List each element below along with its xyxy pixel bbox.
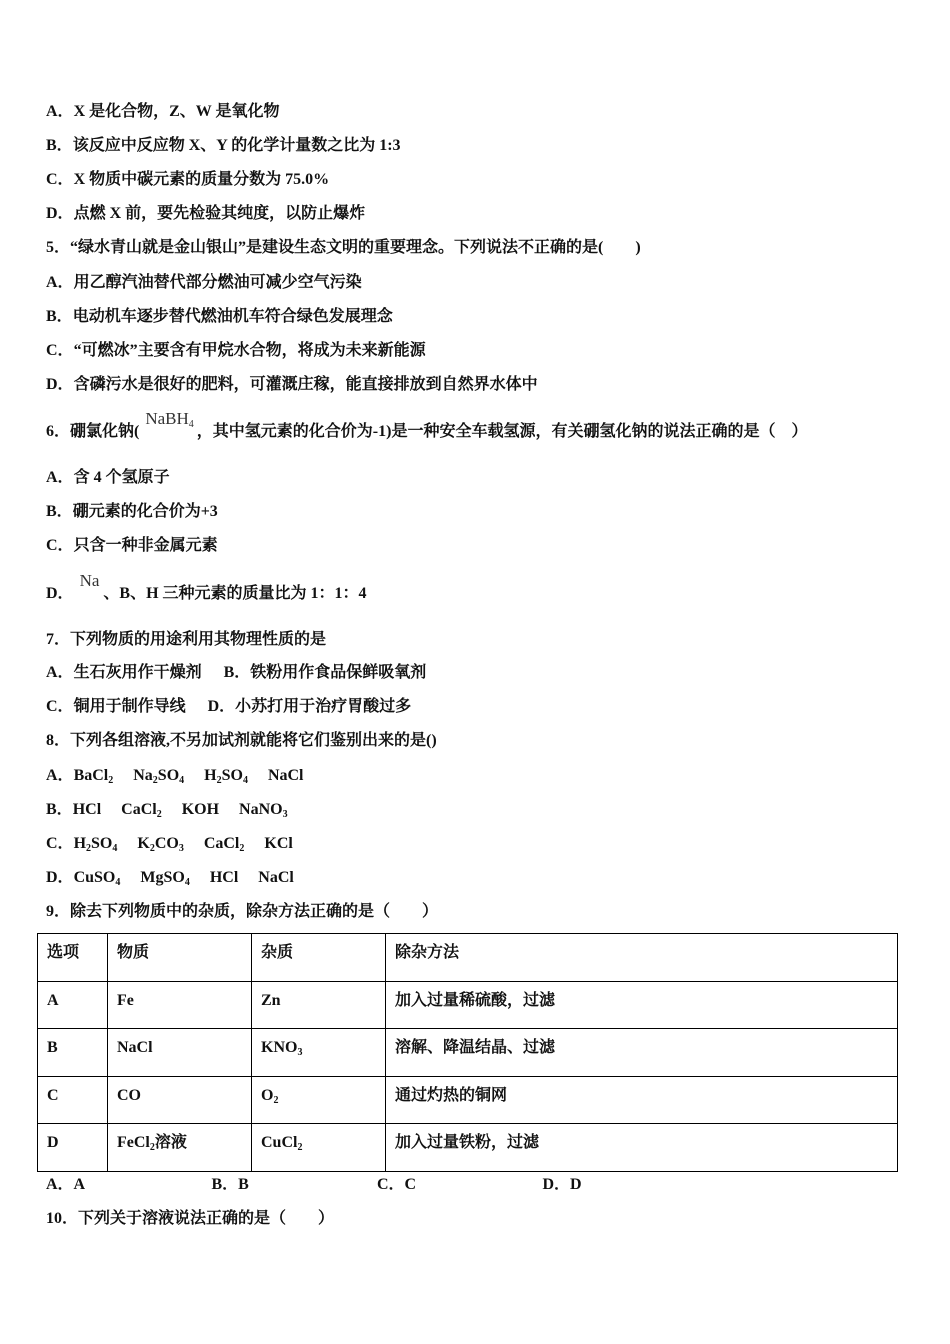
q6-stem: [46, 409, 808, 442]
formula-item: [204, 765, 248, 787]
q4-option-c: [46, 169, 329, 191]
option-label: A．: [46, 469, 74, 486]
option-label: C．: [46, 537, 74, 554]
header-method: 除杂方法: [386, 934, 898, 982]
formula-subscript: 2: [156, 809, 162, 820]
option-label: D．: [46, 585, 74, 602]
cell-method: 通过灼热的铜网: [386, 1076, 898, 1124]
option-text: 电动机车逐步替代燃油机车符合绿色发展理念: [72, 308, 393, 325]
formula-text: MgSO: [140, 869, 185, 886]
formula-item: [133, 765, 184, 787]
q9-choice-b: B．B: [211, 1176, 249, 1193]
cell-substance: [108, 981, 252, 1029]
option-text: “可燃冰”主要含有甲烷水合物，将成为未来新能源: [73, 342, 426, 359]
q4-option-a: [46, 101, 280, 123]
q5-option-c: [46, 340, 426, 362]
question-stem: 8．下列各组溶液,不另加试剂就能将它们鉴别出来的是(): [46, 732, 437, 749]
formula-subscript: 4: [112, 843, 118, 854]
option-text: 该反应中反应物 X、Y 的化学计量数之比为 1:3: [72, 137, 401, 154]
option-text: 铜用于制作导线: [73, 698, 186, 715]
formula-text: CuCl: [261, 1134, 298, 1152]
option-label: D．: [207, 698, 236, 715]
formula-text: NaCl: [258, 869, 294, 886]
cell-impurity: [252, 1029, 386, 1077]
formula-text: KNO: [261, 1039, 298, 1057]
option-text: 用乙醇汽油替代部分燃油可减少空气污染: [73, 274, 362, 291]
formula-text: Na: [133, 767, 153, 784]
table-row: [38, 1029, 898, 1077]
question-stem: 5．“绿水青山就是金山银山”是建设生态文明的重要理念。下列说法不正确的是( ): [46, 239, 641, 256]
q5-option-b: [46, 306, 393, 328]
formula-item: [117, 1087, 141, 1104]
option-label: B．: [46, 137, 73, 154]
formula-text: H: [73, 835, 87, 852]
formula-text: O: [261, 1086, 274, 1104]
q7-options-cd: [46, 696, 411, 718]
formula-text: CaCl: [203, 835, 240, 852]
formula-text: FeCl: [117, 1134, 150, 1152]
formula-text: SO: [221, 767, 243, 784]
cell-substance: [108, 1076, 252, 1124]
formula-item: [210, 867, 238, 889]
q8-option-c: [46, 833, 313, 855]
header-substance: 物质: [108, 934, 252, 982]
header-option: 选项: [38, 934, 108, 982]
formula-item: [117, 992, 134, 1009]
formula-text: NaCl: [267, 767, 304, 784]
formula-item: [204, 833, 245, 855]
q7-option-b: [224, 662, 427, 684]
formula-item: [182, 799, 219, 821]
formula-subscript: 2: [239, 843, 245, 854]
cell-option: C: [38, 1076, 108, 1124]
formula-subscript: 3: [282, 809, 288, 820]
q6-option-b: [46, 501, 218, 523]
question-stem: 9．除去下列物质中的杂质，除杂方法正确的是（ ）: [46, 903, 439, 920]
formula-subscript: 2: [273, 1094, 279, 1106]
formula-subscript: 4: [184, 877, 190, 888]
formula-item: [140, 867, 189, 889]
option-text: 、B、H 三种元素的质量比为 1：1：4: [103, 585, 367, 602]
formula-item: [258, 867, 294, 889]
formula-subscript: 2: [86, 843, 92, 854]
option-text: 铁粉用作食品保鲜吸氧剂: [250, 664, 427, 681]
q9-table: [37, 933, 898, 1172]
q7-options-ab: [46, 662, 426, 684]
formula-text: CO: [154, 835, 179, 852]
option-label: D．: [46, 205, 74, 222]
formula-item: [264, 833, 292, 855]
formula-item: [121, 799, 162, 821]
q9-stem: [46, 901, 438, 923]
question-stem-after: ，其中氢元素的化合价为-1)是一种安全车载氢源，有关硼氢化钠的说法正确的是（ ）: [196, 423, 808, 440]
formula-subscript: 4: [115, 877, 121, 888]
formula-nabh4: [145, 408, 193, 430]
cell-option: B: [38, 1029, 108, 1077]
option-label: B．: [223, 664, 251, 681]
formula-subscript: 2: [152, 775, 158, 786]
q9-choice-c: C．C: [377, 1176, 417, 1193]
formula-item: [261, 1087, 278, 1104]
cell-method: 加入过量稀硫酸，过滤: [386, 981, 898, 1029]
formula-subscript: 4: [188, 419, 194, 430]
formula-subscript: 3: [297, 1047, 303, 1059]
q7-option-d: [208, 696, 412, 718]
option-text: 点燃 X 前，要先检验其纯度，以防止爆炸: [73, 205, 366, 222]
cell-impurity: [252, 1124, 386, 1172]
formula-text: BaCl: [73, 767, 109, 784]
q5-option-d: [46, 374, 538, 396]
formula-subscript: 2: [216, 775, 222, 786]
q9-choice-d: D．D: [542, 1176, 582, 1193]
option-label: C．: [46, 342, 74, 359]
formula-text: H: [204, 767, 217, 784]
table-header-row: [38, 934, 898, 982]
formula-subscript: 4: [179, 775, 185, 786]
q6-option-d: [46, 571, 367, 604]
table-row: [38, 981, 898, 1029]
option-label: C．: [46, 171, 74, 188]
q8-option-b: [46, 799, 308, 821]
formula-text: HCl: [209, 869, 239, 886]
formula-text: KOH: [181, 801, 220, 818]
formula-item: [261, 1039, 303, 1059]
formula-text: 溶液: [154, 1134, 187, 1152]
cell-impurity: [252, 1076, 386, 1124]
q6-option-c: [46, 535, 218, 557]
formula-item: [73, 799, 101, 821]
question-stem-before: 6．硼氯化钠(: [46, 423, 140, 440]
formula-text: Fe: [117, 991, 134, 1009]
formula-subscript: 3: [178, 843, 184, 854]
q7-stem: [46, 629, 326, 651]
cell-substance: [108, 1029, 252, 1077]
option-label: B．: [46, 503, 73, 520]
cell-method: 溶解、降温结晶、过滤: [386, 1029, 898, 1077]
formula-text: HCl: [72, 801, 102, 818]
formula-text: K: [137, 835, 150, 852]
q4-option-b: [46, 135, 401, 157]
q10-stem: [46, 1208, 334, 1230]
option-label: B．: [46, 801, 73, 818]
cell-impurity: [252, 981, 386, 1029]
option-text: 含 4 个氢原子: [73, 469, 170, 486]
header-impurity: 杂质: [252, 934, 386, 982]
table-row: [38, 1076, 898, 1124]
option-label: A．: [46, 767, 74, 784]
formula-text: Na: [79, 571, 100, 590]
formula-item: [261, 992, 281, 1009]
q4-option-d: [46, 203, 365, 225]
q8-stem: [46, 730, 437, 752]
formula-subscript: 4: [242, 775, 248, 786]
table-row: [38, 1124, 898, 1172]
q6-option-a: [46, 467, 170, 489]
formula-text: SO: [91, 835, 113, 852]
option-text: 生石灰用作干燥剂: [73, 664, 202, 681]
q7-option-a: [46, 662, 202, 684]
cell-method: 加入过量铁粉，过滤: [386, 1124, 898, 1172]
formula-text: CaCl: [121, 801, 157, 818]
formula-item: [261, 1134, 303, 1154]
option-label: A．: [46, 664, 74, 681]
formula-item: [268, 765, 304, 787]
formula-subscript: 2: [108, 775, 114, 786]
formula-subscript: 2: [149, 1142, 155, 1154]
formula-item: [74, 765, 114, 787]
option-label: C．: [46, 835, 74, 852]
q7-option-c: [46, 696, 186, 718]
formula-item: [137, 833, 183, 855]
option-text: 小苏打用于治疗胃酸过多: [235, 698, 412, 715]
formula-subscript: 2: [149, 843, 155, 854]
option-label: D．: [46, 376, 74, 393]
formula-text: NaNO: [239, 801, 283, 818]
option-text: 只含一种非金属元素: [73, 537, 218, 554]
q5-stem: [46, 237, 641, 259]
option-label: A．: [46, 274, 74, 291]
question-stem: 7．下列物质的用途利用其物理性质的是: [46, 631, 327, 648]
formula-na: [80, 570, 100, 592]
q9-choice-a: A．A: [46, 1176, 86, 1193]
option-text: X 是化合物，Z、W 是氧化物: [73, 103, 280, 120]
formula-text: SO: [157, 767, 180, 784]
option-label: D．: [46, 869, 74, 886]
option-text: X 物质中碳元素的质量分数为 75.0%: [73, 171, 330, 188]
option-label: A．: [46, 103, 74, 120]
cell-option: D: [38, 1124, 108, 1172]
formula-item: [117, 1039, 153, 1056]
formula-subscript: 2: [297, 1142, 303, 1154]
formula-item: [74, 867, 121, 889]
q8-option-a: [46, 765, 324, 787]
question-stem: 10．下列关于溶液说法正确的是（ ）: [46, 1210, 335, 1227]
q9-choices: [46, 1174, 708, 1196]
q5-option-a: [46, 272, 362, 294]
formula-item: [74, 833, 118, 855]
q8-option-d: [46, 867, 314, 889]
formula-text: KCl: [264, 835, 293, 852]
formula-text: NaBH: [145, 409, 189, 428]
option-text: 含磷污水是很好的肥料，可灌溉庄稼，能直接排放到自然界水体中: [73, 376, 538, 393]
option-label: C．: [46, 698, 74, 715]
formula-text: NaCl: [117, 1039, 153, 1057]
formula-item: [239, 799, 288, 821]
formula-text: CuSO: [73, 869, 116, 886]
option-text: 硼元素的化合价为+3: [72, 503, 218, 520]
formula-item: [117, 1134, 187, 1154]
cell-substance: [108, 1124, 252, 1172]
formula-text: CO: [117, 1086, 141, 1104]
option-label: B．: [46, 308, 73, 325]
formula-text: Zn: [261, 991, 281, 1009]
cell-option: A: [38, 981, 108, 1029]
